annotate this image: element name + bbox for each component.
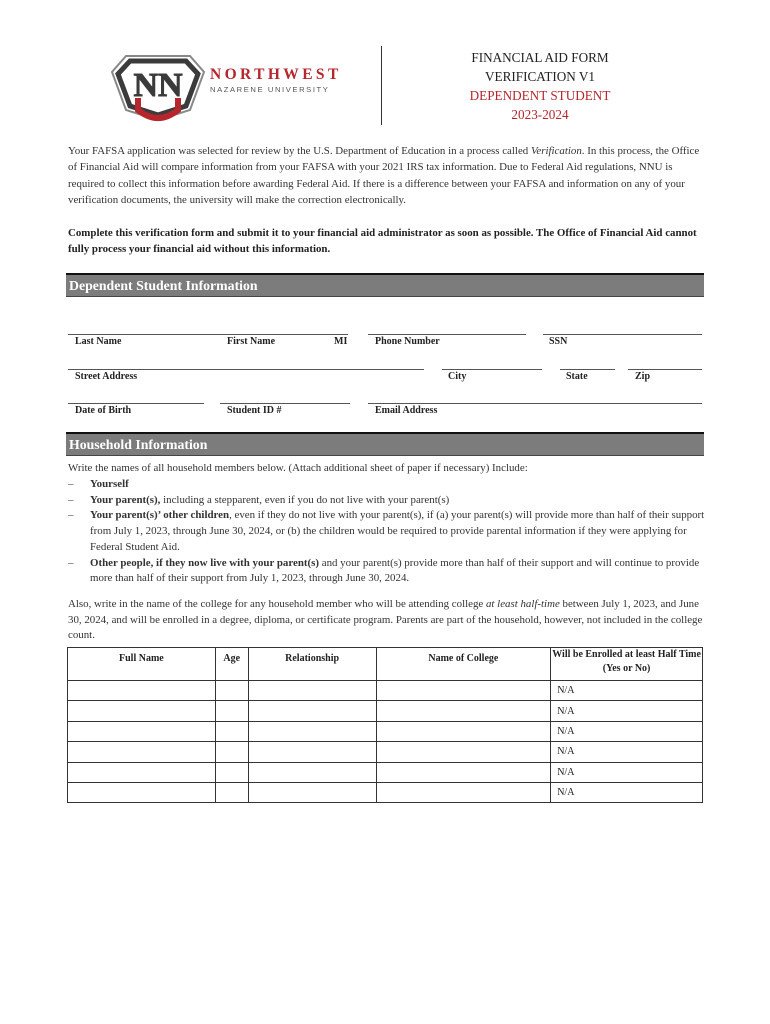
list-item-bold: Your parent(s),	[90, 493, 161, 506]
list-item-bold: Yourself	[90, 478, 129, 490]
street-field-line[interactable]	[68, 369, 424, 370]
list-item: – Your parent(s), including a stepparent, even if you do not live with your parent(s)	[68, 493, 450, 506]
age-cell[interactable]	[215, 721, 248, 741]
college-instructions	[68, 597, 708, 644]
col-header-enrolled: Will be Enrolled at least Half Time (Yes or No)	[551, 648, 703, 681]
full-name-cell[interactable]	[68, 742, 216, 762]
household-table	[67, 647, 703, 803]
relationship-cell[interactable]	[248, 742, 376, 762]
college-cell[interactable]	[376, 701, 551, 721]
first-name-label: First Name	[227, 336, 276, 347]
enrolled-cell[interactable]: N/A	[551, 762, 703, 782]
logo-letters: NN	[133, 67, 183, 104]
intro-paragraph	[68, 143, 708, 208]
intro-italic: Verification	[530, 145, 582, 157]
table-row	[68, 721, 703, 741]
college-cell[interactable]	[376, 742, 551, 762]
enrolled-cell[interactable]: N/A	[551, 742, 703, 762]
age-cell[interactable]	[215, 742, 248, 762]
logo-name: NORTHWEST	[210, 66, 342, 83]
full-name-cell[interactable]	[68, 721, 216, 741]
table-row	[68, 782, 703, 802]
list-item-text: including a stepparent, even if you do not live with your parent(s)	[160, 493, 450, 506]
household-section-title: Household Information	[69, 437, 208, 452]
title-line-1: FINANCIAL AID FORM	[471, 50, 609, 65]
state-label: State	[566, 371, 588, 382]
dependent-section-header	[66, 273, 704, 297]
household-section-header	[66, 432, 704, 456]
relationship-cell[interactable]	[248, 782, 376, 802]
enrolled-cell[interactable]: N/A	[551, 701, 703, 721]
full-name-cell[interactable]	[68, 762, 216, 782]
dob-field-line[interactable]	[68, 403, 204, 404]
enrolled-cell[interactable]: N/A	[551, 721, 703, 741]
city-label: City	[448, 371, 467, 382]
relationship-cell[interactable]	[248, 701, 376, 721]
zip-field-line[interactable]	[628, 369, 702, 370]
college-cell[interactable]	[376, 681, 551, 701]
intro-text-a: Your FAFSA application was selected for review by the U.S. Department of Education in a process called	[68, 145, 531, 157]
title-line-3: DEPENDENT STUDENT	[469, 88, 611, 103]
enrolled-cell[interactable]: N/A	[551, 681, 703, 701]
list-item: – Your parent(s)’ other children, even if they do not live with your parent(s), if (a) your parent(s) will provide more than half of their support from July 1, 2023, through June 30, 2024, or (b) the children would be required to provide parental information if they were applying for Federal Student Aid.	[68, 509, 705, 553]
full-name-cell[interactable]	[68, 782, 216, 802]
ssn-label: SSN	[549, 336, 568, 347]
submit-instruction: Complete this verification form and submit it to your financial aid administrator as soon as possible. The Office of Financial Aid cannot fully process your financial aid without this information.	[68, 227, 697, 256]
student-id-label: Student ID #	[227, 405, 282, 416]
phone-field-line[interactable]	[368, 334, 526, 335]
college-text-a: Also, write in the name of the college for any household member who will be attending college	[68, 598, 486, 610]
table-row	[68, 762, 703, 782]
mi-label: MI	[334, 336, 348, 347]
last-name-label: Last Name	[75, 336, 122, 347]
email-field-line[interactable]	[368, 403, 702, 404]
state-field-line[interactable]	[560, 369, 615, 370]
age-cell[interactable]	[215, 701, 248, 721]
full-name-cell[interactable]	[68, 701, 216, 721]
header-divider	[381, 46, 382, 125]
college-italic: at least half-time	[485, 598, 560, 610]
age-cell[interactable]	[215, 782, 248, 802]
col-header-full-name: Full Name	[68, 648, 216, 681]
list-item-bold: Your parent(s)’ other children	[90, 509, 230, 522]
relationship-cell[interactable]	[248, 762, 376, 782]
dependent-section-title: Dependent Student Information	[69, 278, 258, 293]
title-line-4: 2023-2024	[511, 107, 569, 122]
college-cell[interactable]	[376, 782, 551, 802]
student-id-field-line[interactable]	[220, 403, 350, 404]
relationship-cell[interactable]	[248, 681, 376, 701]
college-text-b: between July 1, 2023, and June 30, 2024, and will be enrolled in a degree, diploma, or certificate program. Parents are part of the household, however, not included in the college count.	[68, 598, 703, 642]
intro-text-b: . In this process, the Office of Financial Aid will compare information from your FAFSA with your 2021 IRS tax information. Due to Federal Aid regulations, NNU is required to collect this information before awarding Federal Aid. If there is a difference between your FAFSA and information on any of your verification documents, the university will make the correction electronically.	[68, 145, 700, 206]
table-row	[68, 742, 703, 762]
street-label: Street Address	[75, 371, 138, 382]
age-cell[interactable]	[215, 762, 248, 782]
zip-label: Zip	[635, 371, 651, 382]
form-title	[420, 48, 660, 124]
table-row	[68, 701, 703, 721]
college-cell[interactable]	[376, 762, 551, 782]
logo-subtitle: NAZARENE UNIVERSITY	[210, 85, 330, 94]
list-item-text: and your parent(s) provide more than half of their support and will continue to provide more than half of their support from July 1, 2023, through June 30, 2024.	[90, 556, 700, 585]
name-field-line[interactable]	[68, 334, 348, 335]
college-cell[interactable]	[376, 721, 551, 741]
list-item-bold: Other people, if they now live with your parent(s)	[90, 556, 320, 569]
city-field-line[interactable]	[442, 369, 542, 370]
col-header-college: Name of College	[376, 648, 551, 681]
email-label: Email Address	[375, 405, 438, 416]
list-item: – Other people, if they now live with your parent(s) and your parent(s) provide more than half of their support and will continue to provide more than half of their support from July 1, 2023, through June 30, 2024.	[68, 556, 700, 585]
list-item-text: , even if they do not live with your parent(s), if (a) your parent(s) will provide more than half of their support from July 1, 2023, through June 30, 2024, or (b) the children would be required to provide parental information if they were applying for Federal Student Aid.	[90, 509, 705, 553]
enrolled-cell[interactable]: N/A	[551, 782, 703, 802]
age-cell[interactable]	[215, 681, 248, 701]
list-item: – Yourself	[68, 478, 129, 490]
nnu-shield-icon	[108, 52, 208, 122]
table-row	[68, 681, 703, 701]
col-header-relationship: Relationship	[248, 648, 376, 681]
ssn-field-line[interactable]	[543, 334, 702, 335]
title-line-2: VERIFICATION V1	[484, 69, 596, 84]
dob-label: Date of Birth	[75, 405, 132, 416]
relationship-cell[interactable]	[248, 721, 376, 741]
phone-label: Phone Number	[375, 336, 440, 347]
col-header-age: Age	[215, 648, 248, 681]
full-name-cell[interactable]	[68, 681, 216, 701]
table-header-row	[68, 648, 703, 681]
household-instructions: Write the names of all household members below. (Attach additional sheet of paper if necessary) Include:	[68, 462, 528, 474]
household-members-list	[68, 477, 708, 587]
